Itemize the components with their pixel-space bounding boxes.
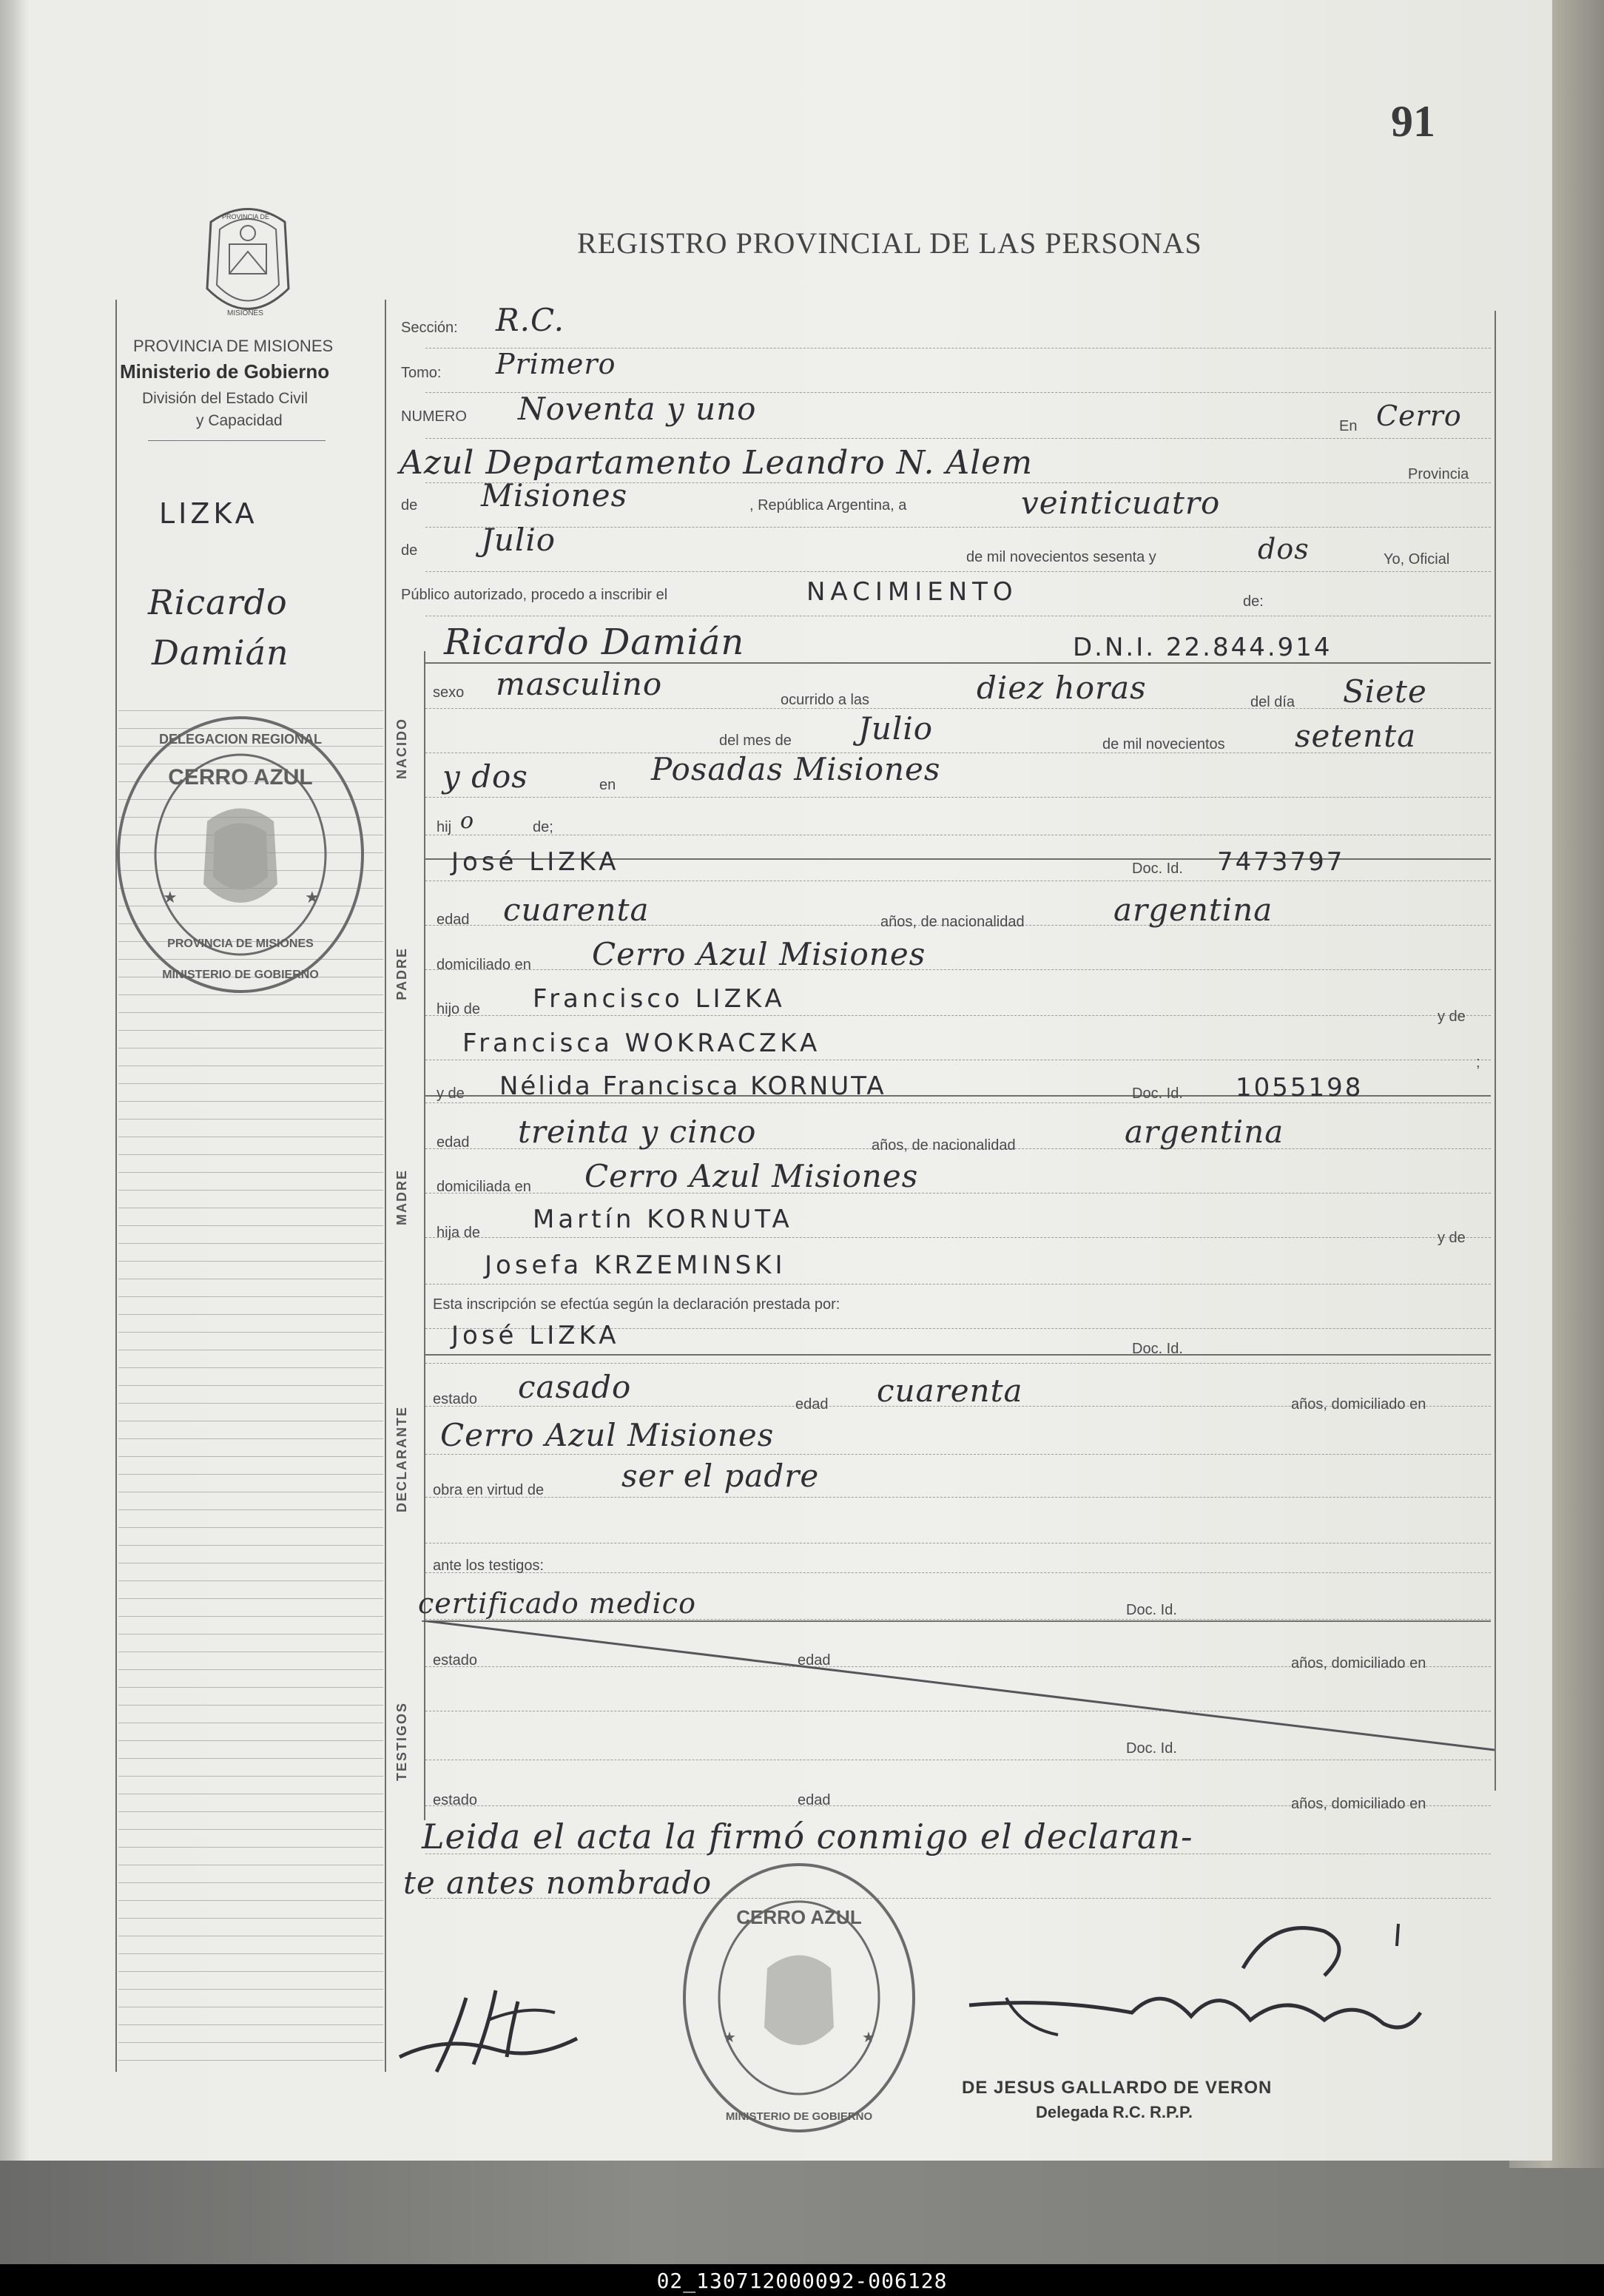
svg-text:MINISTERIO DE GOBIERNO: MINISTERIO DE GOBIERNO xyxy=(725,2110,873,2123)
form-rule xyxy=(425,1497,1491,1498)
page-number: 91 xyxy=(1391,97,1435,146)
office-line-3: División del Estado Civil xyxy=(142,390,309,407)
label-padre-hijo-de: hijo de xyxy=(437,1001,480,1017)
margin-rule xyxy=(118,1847,383,1848)
margin-rule xyxy=(118,1634,383,1635)
margin-rule xyxy=(118,2060,383,2061)
label-testigo2-dom: años, domiciliado en xyxy=(1291,1796,1426,1812)
label-padre-doc: Doc. Id. xyxy=(1132,861,1183,877)
margin-rule xyxy=(118,1669,383,1670)
margin-rule xyxy=(118,1225,383,1226)
margin-first-name: Ricardo xyxy=(148,582,288,622)
label-de-semicolon: de; xyxy=(533,819,553,835)
margin-rule xyxy=(118,1030,383,1031)
declarant-signature-icon xyxy=(385,1968,607,2087)
margin-rule xyxy=(118,1776,383,1777)
margin-rule xyxy=(118,1385,383,1386)
margin-rule xyxy=(118,1154,383,1155)
registry-stamp-icon xyxy=(111,710,370,999)
label-padre-dom: domiciliado en xyxy=(437,957,531,973)
margin-rule xyxy=(118,1261,383,1262)
margin-rule xyxy=(118,1065,383,1066)
value-declarante-nombre: José LIZKA xyxy=(451,1321,620,1350)
svg-text:MINISTERIO DE GOBIERNO: MINISTERIO DE GOBIERNO xyxy=(162,969,319,981)
value-madre-doc: 1055198 xyxy=(1236,1073,1364,1102)
form-rule xyxy=(425,708,1491,709)
section-label-testigos: TESTIGOS xyxy=(394,1702,409,1782)
value-anio-b: y dos xyxy=(442,758,528,795)
svg-text:★: ★ xyxy=(163,888,178,906)
label-del-dia: del día xyxy=(1250,694,1295,710)
label-provincia: Provincia xyxy=(1408,466,1469,482)
margin-border-left xyxy=(115,300,117,2072)
margin-rule xyxy=(118,1296,383,1297)
svg-text:PROVINCIA DE MISIONES: PROVINCIA DE MISIONES xyxy=(167,937,314,950)
label-madre-edad: edad xyxy=(437,1134,470,1151)
label-republica: , República Argentina, a xyxy=(749,497,907,514)
margin-rule xyxy=(118,1474,383,1475)
value-madre-nombre: Nélida Francisca KORNUTA xyxy=(499,1071,886,1101)
value-tomo: Primero xyxy=(496,348,616,380)
value-seccion: R.C. xyxy=(496,302,565,338)
label-yo-oficial: Yo, Oficial xyxy=(1384,551,1450,568)
label-de-2: de xyxy=(401,542,418,559)
svg-text:★: ★ xyxy=(862,2030,875,2046)
form-border-right xyxy=(1495,311,1496,1791)
office-underline xyxy=(148,440,326,441)
label-madre-doc: Doc. Id. xyxy=(1132,1085,1183,1102)
margin-rule xyxy=(118,1172,383,1173)
label-ocurrido: ocurrido a las xyxy=(781,692,870,708)
label-sexo: sexo xyxy=(433,684,465,701)
label-numero: NUMERO xyxy=(401,408,467,425)
value-padre-nombre: José LIZKA xyxy=(451,847,620,877)
label-testigo1-dom: años, domiciliado en xyxy=(1291,1655,1426,1671)
value-sexo: masculino xyxy=(496,666,663,702)
value-declarante-estado: casado xyxy=(518,1369,632,1405)
office-line-4: y Capacidad xyxy=(196,412,283,429)
form-rule xyxy=(425,1363,1491,1364)
signatory-title: Delegada R.C. R.P.P. xyxy=(1036,2103,1193,2121)
value-en-place: Cerro xyxy=(1376,400,1462,432)
office-line-1: PROVINCIA DE MISIONES xyxy=(133,337,334,355)
label-declaracion: Esta inscripción se efectúa según la declaración prestada por: xyxy=(433,1296,840,1313)
margin-rule xyxy=(118,1101,383,1102)
label-madre-nac: años, de nacionalidad xyxy=(872,1137,1016,1154)
margin-rule xyxy=(118,1598,383,1599)
margin-border-right xyxy=(385,300,386,2072)
value-padre-nac: argentina xyxy=(1113,892,1273,928)
form-rule xyxy=(425,438,1491,439)
section-label-padre: PADRE xyxy=(394,947,409,1000)
label-padre-y-de: y de xyxy=(1438,1009,1466,1025)
svg-text:★: ★ xyxy=(723,2030,736,2046)
form-rule xyxy=(425,1454,1491,1455)
section-label-madre: MADRE xyxy=(394,1169,409,1225)
form-rule xyxy=(425,1237,1491,1238)
svg-text:★: ★ xyxy=(305,888,320,906)
value-padre-dom: Cerro Azul Misiones xyxy=(592,936,926,972)
closing-line-1: Leida el acta la firmó conmigo el declaran- xyxy=(422,1817,1193,1856)
value-provincia: Misiones xyxy=(481,477,628,514)
officer-signature-icon xyxy=(940,1894,1428,2072)
margin-rule xyxy=(118,1083,383,1084)
registry-stamp-2-icon xyxy=(677,1857,921,2138)
margin-rule xyxy=(118,1190,383,1191)
form-rule xyxy=(425,1015,1491,1016)
margin-rule xyxy=(118,1243,383,1244)
label-madre-y-de: y de xyxy=(437,1085,465,1102)
page-fold-shadow xyxy=(0,0,30,2161)
label-testigo2-doc: Doc. Id. xyxy=(1126,1740,1177,1757)
section-label-nacido: NACIDO xyxy=(394,718,409,779)
value-madre-nac: argentina xyxy=(1125,1114,1284,1150)
svg-text:CERRO AZUL: CERRO AZUL xyxy=(736,1906,862,1928)
label-de-mil: de mil novecientos xyxy=(1102,736,1225,753)
margin-rule xyxy=(118,1314,383,1315)
value-numero: Noventa y uno xyxy=(518,391,757,427)
form-rule xyxy=(425,1284,1491,1285)
label-testigo1-doc: Doc. Id. xyxy=(1126,1602,1177,1618)
value-dia: Siete xyxy=(1343,673,1427,710)
label-seccion: Sección: xyxy=(401,320,458,336)
label-declarante-doc: Doc. Id. xyxy=(1132,1341,1183,1357)
margin-rule xyxy=(118,1438,383,1439)
strike-through-line xyxy=(422,1620,1495,1754)
margin-rule xyxy=(118,1811,383,1812)
margin-rule xyxy=(118,1918,383,1919)
margin-rule xyxy=(118,1119,383,1120)
label-del-mes: del mes de xyxy=(719,733,792,749)
value-hora: diez horas xyxy=(977,670,1147,706)
label-declarante-edad: edad xyxy=(795,1396,829,1413)
value-place-line: Azul Departamento Leandro N. Alem xyxy=(400,444,1034,482)
margin-rule xyxy=(118,1740,383,1741)
label-de-mil-sesenta: de mil novecientos sesenta y xyxy=(966,549,1156,565)
margin-second-name: Damián xyxy=(152,633,289,673)
value-declarante-edad: cuarenta xyxy=(877,1373,1023,1409)
margin-rule xyxy=(118,2042,383,2043)
label-testigo2-estado: estado xyxy=(433,1792,478,1808)
closing-line-2: te antes nombrado xyxy=(403,1865,712,1901)
form-rule xyxy=(425,1102,1491,1103)
margin-rule xyxy=(118,1705,383,1706)
margin-rule xyxy=(118,1758,383,1759)
form-rule xyxy=(425,1572,1491,1573)
margin-rule xyxy=(118,1989,383,1990)
margin-rule xyxy=(118,1527,383,1528)
label-en: En xyxy=(1339,418,1358,434)
margin-rule xyxy=(118,1580,383,1581)
label-testigos: ante los testigos: xyxy=(433,1558,545,1574)
margin-rule xyxy=(118,1456,383,1457)
registry-title: REGISTRO PROVINCIAL DE LAS PERSONAS xyxy=(577,226,1202,260)
label-hij: hij xyxy=(437,819,452,835)
label-de-colon: de: xyxy=(1243,593,1264,610)
margin-rule xyxy=(118,1332,383,1333)
svg-text:DELEGACION REGIONAL: DELEGACION REGIONAL xyxy=(158,732,323,747)
label-padre-nac: años, de nacionalidad xyxy=(880,914,1025,930)
value-padre-hijo-de: Francisco LIZKA xyxy=(533,984,786,1014)
label-padre-edad: edad xyxy=(437,912,470,928)
label-madre-dom: domiciliada en xyxy=(437,1179,531,1195)
emblem-caption-bottom: MISIONES xyxy=(227,309,263,317)
value-padre-doc: 7473797 xyxy=(1217,847,1345,877)
margin-rule xyxy=(118,1900,383,1901)
value-declarante-obra: ser el padre xyxy=(621,1458,820,1494)
value-padre-y-de: Francisca WOKRACZKA xyxy=(462,1029,821,1058)
value-madre-dom: Cerro Azul Misiones xyxy=(584,1158,919,1194)
form-rule xyxy=(425,527,1491,528)
signatory-name: DE JESUS GALLARDO DE VERON xyxy=(962,2078,1273,2098)
value-padre-edad: cuarenta xyxy=(503,892,650,928)
emblem-caption-top: PROVINCIA DE xyxy=(222,213,270,220)
label-obra: obra en virtud de xyxy=(433,1482,545,1498)
image-caption: 02_130712000092-006128 xyxy=(656,2269,948,2293)
margin-rule xyxy=(118,1545,383,1546)
label-de-1: de xyxy=(401,497,418,514)
office-line-2: Ministerio de Gobierno xyxy=(120,360,330,383)
value-anio-a: setenta xyxy=(1295,718,1417,754)
margin-rule xyxy=(118,1971,383,1972)
label-testigo1-edad: edad xyxy=(798,1652,831,1669)
value-tipo: NACIMIENTO xyxy=(806,577,1018,607)
margin-surname: LIZKA xyxy=(159,497,258,530)
label-tomo: Tomo: xyxy=(401,365,442,381)
margin-rule xyxy=(118,2024,383,2025)
label-madre-y-de-2: y de xyxy=(1438,1230,1466,1246)
value-dni: D.N.I. 22.844.914 xyxy=(1073,633,1332,662)
value-madre-edad: treinta y cinco xyxy=(518,1114,757,1150)
value-anio-acta: dos xyxy=(1258,533,1310,565)
value-testigo-1: certificado medico xyxy=(418,1587,696,1620)
label-testigo1-estado: estado xyxy=(433,1652,478,1669)
label-en-lugar: en xyxy=(599,777,616,793)
value-lugar: Posadas Misiones xyxy=(651,751,941,787)
section-label-declarante: DECLARANTE xyxy=(394,1406,409,1512)
margin-rule xyxy=(118,1509,383,1510)
value-mes: Julio xyxy=(858,710,934,747)
margin-rule xyxy=(118,1882,383,1883)
section-bar xyxy=(425,1354,1491,1356)
label-madre-hija-de: hija de xyxy=(437,1225,480,1241)
margin-rule xyxy=(118,1829,383,1830)
margin-rule xyxy=(118,1687,383,1688)
value-dia-acta: veinticuatro xyxy=(1021,485,1221,521)
margin-rule xyxy=(118,1012,383,1013)
margin-rule xyxy=(118,1367,383,1368)
value-nombre: Ricardo Damián xyxy=(444,622,745,663)
value-mes-acta: Julio xyxy=(481,522,556,558)
label-declarante-estado: estado xyxy=(433,1391,478,1407)
margin-rule xyxy=(118,1403,383,1404)
margin-rule xyxy=(118,1953,383,1954)
form-rule xyxy=(425,571,1491,572)
value-hijo-suffix: o xyxy=(460,808,475,834)
label-publico: Público autorizado, procedo a inscribir el xyxy=(401,587,668,603)
label-declarante-dom: años, domiciliado en xyxy=(1291,1396,1426,1413)
margin-rule xyxy=(118,1616,383,1617)
value-madre-y-de: Josefa KRZEMINSKI xyxy=(485,1250,786,1280)
form-rule xyxy=(425,969,1491,970)
form-rule xyxy=(425,797,1491,798)
label-semicolon: ; xyxy=(1476,1054,1480,1071)
value-declarante-dom: Cerro Azul Misiones xyxy=(440,1417,775,1453)
value-madre-hija-de: Martín KORNUTA xyxy=(533,1205,793,1234)
label-testigo2-edad: edad xyxy=(798,1792,831,1808)
svg-text:CERRO AZUL: CERRO AZUL xyxy=(168,765,313,790)
